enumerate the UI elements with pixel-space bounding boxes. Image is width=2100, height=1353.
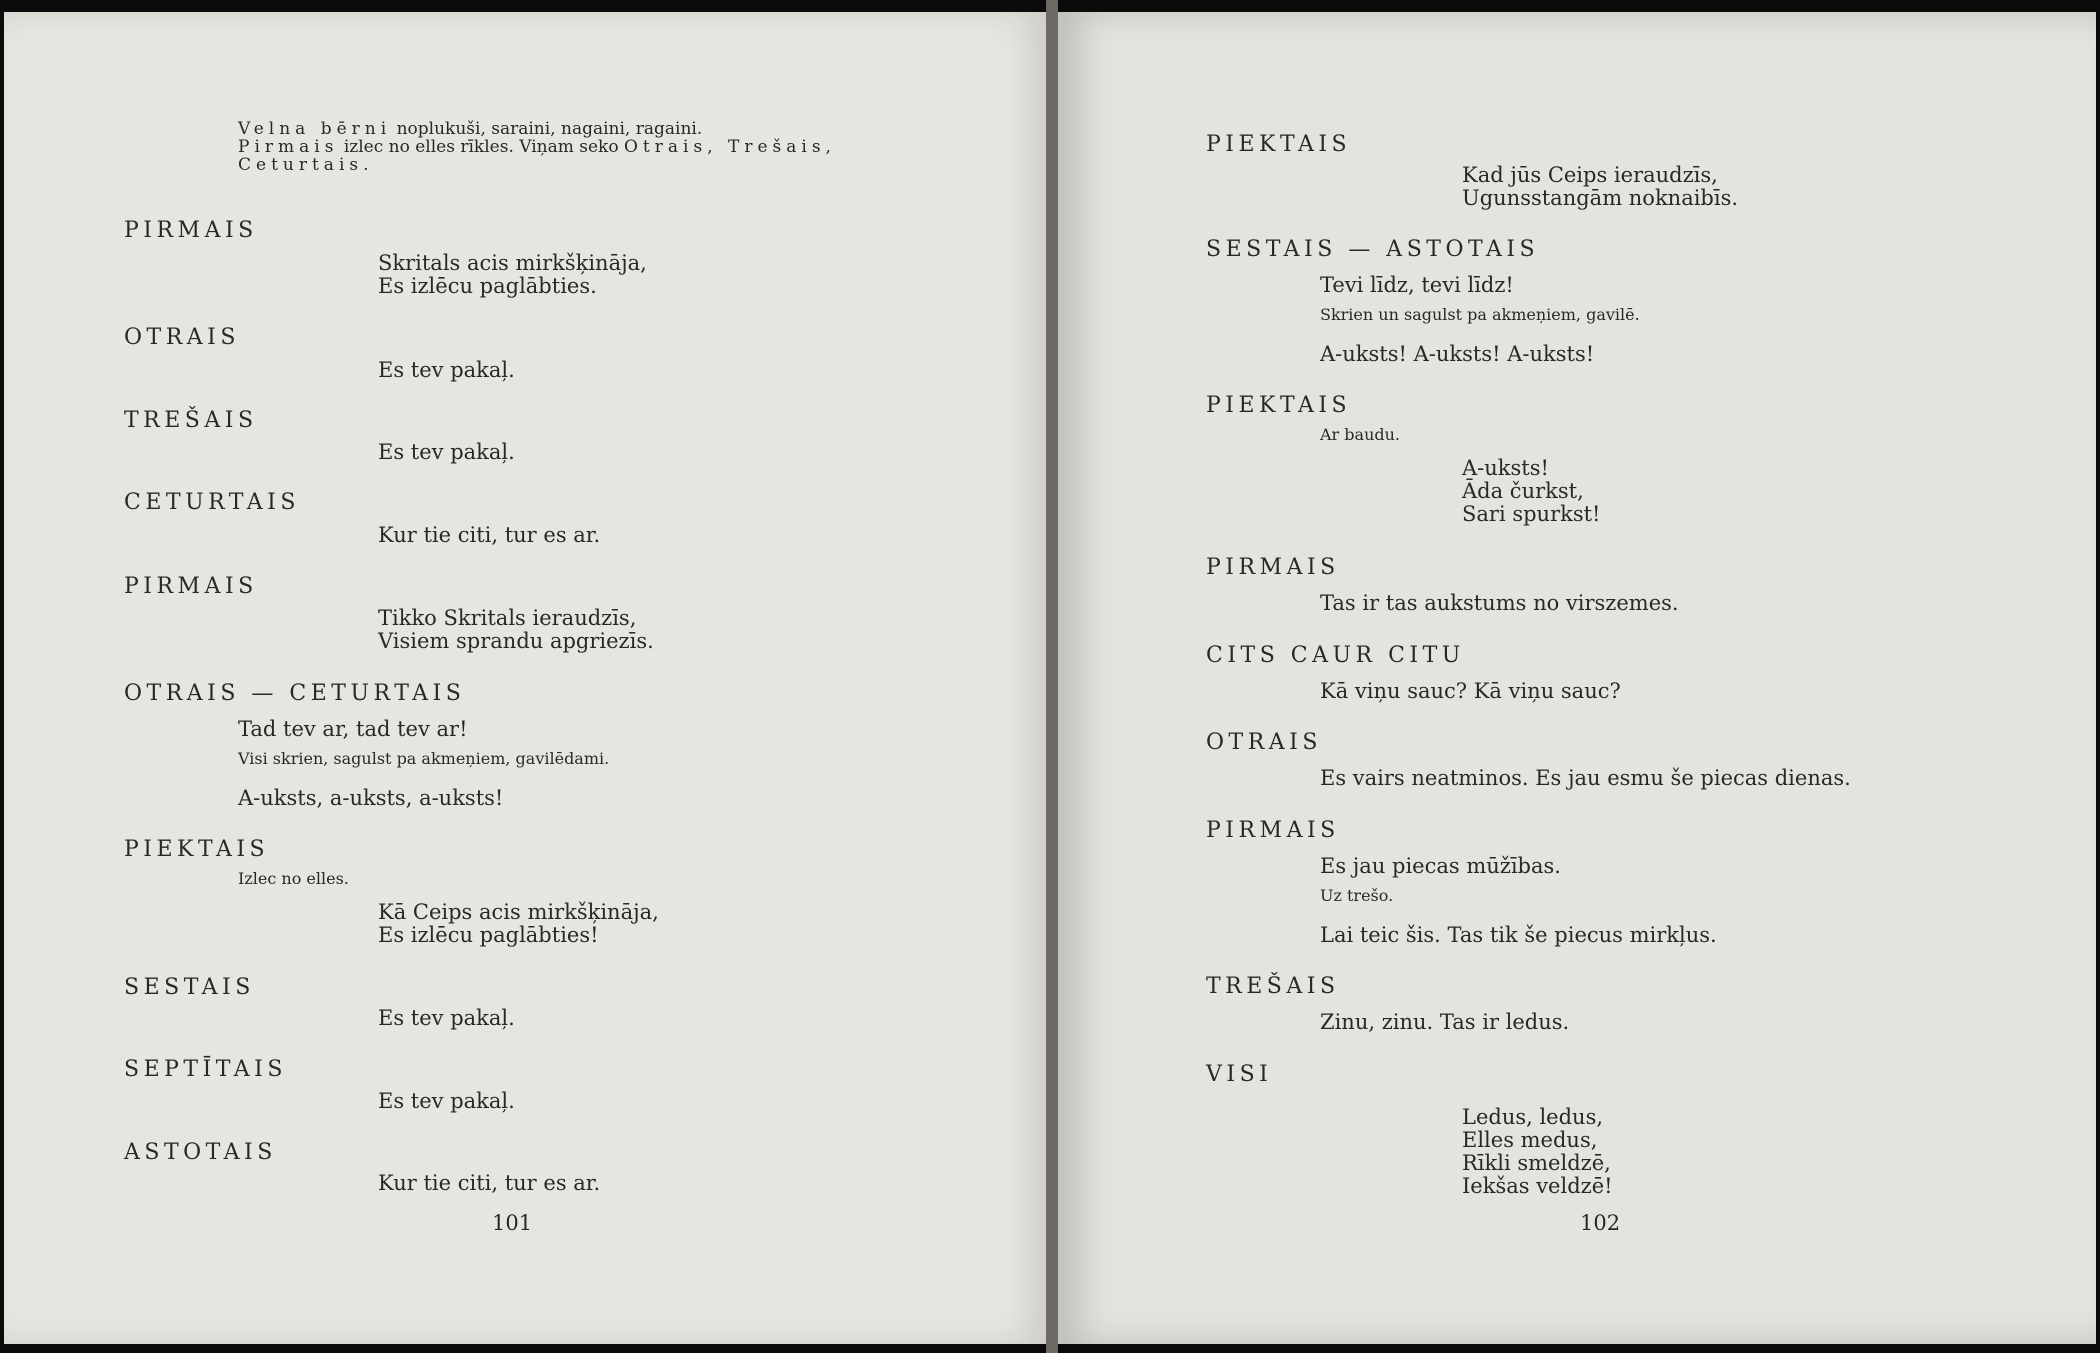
stage-direction: Izlec no elles.: [238, 869, 349, 888]
speaker-name: PIEKTAIS: [1206, 393, 1352, 418]
dialogue-line: Es tev pakaļ.: [378, 1006, 515, 1030]
dialogue-line: Kur tie citi, tur es ar.: [378, 1171, 601, 1195]
verse-line: Es izlēcu paglābties.: [378, 274, 597, 298]
verse-line: Tikko Skritals ieraudzīs,: [378, 606, 637, 630]
dialogue-line: Tevi līdz, tevi līdz!: [1320, 273, 1514, 297]
verse-line: Iekšas veldzē!: [1462, 1174, 1613, 1198]
page-number: 101: [492, 1211, 533, 1235]
verse-line: Kad jūs Ceips ieraudzīs,: [1462, 163, 1718, 187]
speaker-name: OTRAIS — CETURTAIS: [124, 681, 466, 706]
speaker-name: SESTAIS: [124, 975, 255, 1000]
stage-direction: Visi skrien, sagulst pa akmeņiem, gavilēdami.: [238, 749, 610, 768]
verse-line: Elles medus,: [1462, 1128, 1598, 1152]
left-page: [4, 12, 1046, 1344]
dialogue-line: Tad tev ar, tad tev ar!: [238, 717, 468, 741]
page-number: 102: [1580, 1211, 1621, 1235]
verse-line: Sari spurkst!: [1462, 502, 1601, 526]
stage-direction-text: Velna bērni: [238, 119, 392, 139]
dialogue-line: Zinu, zinu. Tas ir ledus.: [1320, 1010, 1570, 1034]
speaker-name: VISI: [1206, 1062, 1273, 1087]
dialogue-line: Tas ir tas aukstums no virszemes.: [1320, 591, 1679, 615]
stage-direction-text: Otrais, Trešais,: [624, 137, 836, 157]
book-gutter: [1046, 0, 1058, 1353]
speaker-name: PIRMAIS: [1206, 818, 1340, 843]
dialogue-line: Es jau piecas mūžības.: [1320, 854, 1561, 878]
speaker-name: TREŠAIS: [1206, 974, 1340, 999]
dialogue-line: Es tev pakaļ.: [378, 358, 515, 382]
speaker-name: ASTOTAIS: [124, 1140, 277, 1165]
verse-line: Visiem sprandu apgriezīs.: [378, 629, 654, 653]
speaker-name: SESTAIS — ASTOTAIS: [1206, 237, 1540, 262]
speaker-name: PIEKTAIS: [124, 837, 270, 862]
speaker-name: CETURTAIS: [124, 490, 300, 515]
speaker-name: PIEKTAIS: [1206, 132, 1352, 157]
dialogue-line: Es vairs neatminos. Es jau esmu še piecas dienas.: [1320, 766, 1851, 790]
stage-direction-text: izlec no elles rīkles. Viņam seko: [338, 137, 624, 157]
dialogue-line: A-uksts, a-uksts, a-uksts!: [238, 786, 504, 810]
stage-direction-text: Pirmais: [238, 137, 339, 157]
verse-line: A-uksts!: [1462, 456, 1549, 480]
verse-line: Kā Ceips acis mirkšķināja,: [378, 900, 659, 924]
dialogue-verse: [1462, 164, 1738, 210]
verse-line: Skritals acis mirkšķināja,: [378, 251, 647, 275]
dialogue-line: Es tev pakaļ.: [378, 440, 515, 464]
dialogue-line: Kā viņu sauc? Kā viņu sauc?: [1320, 679, 1621, 703]
speaker-name: OTRAIS: [1206, 730, 1322, 755]
stage-direction: Ar baudu.: [1320, 425, 1401, 444]
stage-direction: Uz trešo.: [1320, 886, 1394, 905]
verse-line: Ugunsstangām noknaibīs.: [1462, 186, 1739, 210]
dialogue-verse: [378, 607, 654, 653]
dialogue-line: Es tev pakaļ.: [378, 1089, 515, 1113]
speaker-name: PIRMAIS: [124, 574, 258, 599]
speaker-name: PIRMAIS: [124, 218, 258, 243]
speaker-name: OTRAIS: [124, 325, 240, 350]
stage-direction-text: noplukuši, saraini, nagaini, ragaini.: [391, 119, 703, 139]
verse-line: Rīkli smeldzē,: [1462, 1151, 1611, 1175]
stage-direction-text: Ceturtais.: [238, 155, 374, 175]
speaker-name: SEPTĪTAIS: [124, 1057, 287, 1082]
speaker-name: CITS CAUR CITU: [1206, 643, 1465, 668]
speaker-name: TREŠAIS: [124, 408, 258, 433]
verse-line: Āda čurkst,: [1462, 479, 1584, 503]
speaker-name: PIRMAIS: [1206, 555, 1340, 580]
dialogue-verse: [1462, 457, 1601, 526]
dialogue-verse: [1462, 1106, 1613, 1198]
opening-stage-direction: [238, 120, 836, 174]
dialogue-line: A-uksts! A-uksts! A-uksts!: [1320, 342, 1595, 366]
right-page: [1058, 12, 2096, 1344]
stage-direction: Skrien un sagulst pa akmeņiem, gavilē.: [1320, 305, 1640, 324]
dialogue-verse: [378, 252, 647, 298]
dialogue-verse: [378, 901, 659, 947]
verse-line: Ledus, ledus,: [1462, 1105, 1604, 1129]
dialogue-line: Lai teic šis. Tas tik še piecus mirkļus.: [1320, 923, 1717, 947]
verse-line: Es izlēcu paglābties!: [378, 923, 599, 947]
dialogue-line: Kur tie citi, tur es ar.: [378, 523, 601, 547]
